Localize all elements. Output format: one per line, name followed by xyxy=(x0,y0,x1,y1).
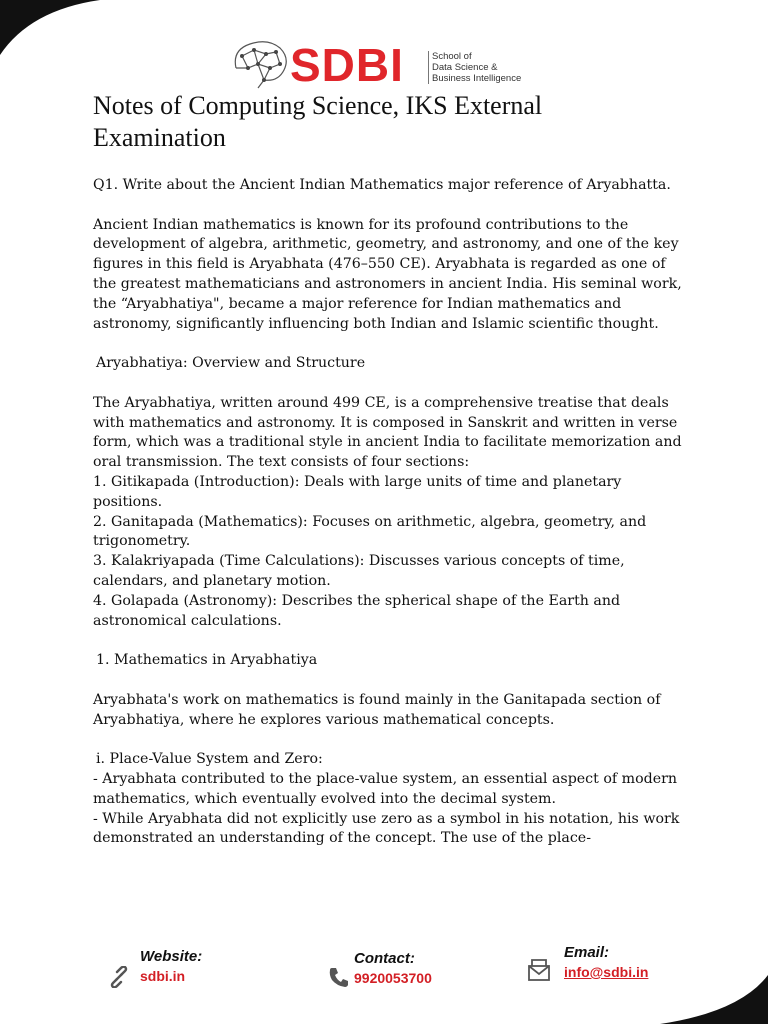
math-paragraph: Aryabhata's work on mathematics is found mainly in the Ganitapada section of Aryabhatiya, where he explores various mathematical concepts. xyxy=(93,691,661,728)
brain-network-icon xyxy=(228,38,292,92)
section-heading: Aryabhatiya: Overview and Structure xyxy=(96,355,366,372)
link-icon xyxy=(108,966,130,988)
contact-phone[interactable]: 9920053700 xyxy=(354,970,432,986)
page-footer xyxy=(0,940,768,1000)
question-text: Q1. Write about the Ancient Indian Mathematics major reference of Aryabhatta. xyxy=(93,177,671,193)
document-body xyxy=(93,176,683,849)
email-icon xyxy=(527,958,551,982)
bullet-item: - Aryabhata contributed to the place-value system, an essential aspect of modern mathematics, which eventually evolved into the decimal system. xyxy=(93,770,678,807)
logo-subtitle xyxy=(428,51,521,84)
email-label: Email: xyxy=(564,944,610,961)
logo-subtitle-line: Business Intelligence xyxy=(432,73,522,84)
overview-paragraph: The Aryabhatiya, written around 499 CE, is a comprehensive treatise that deals with mathematics and astronomy. It is composed in Sanskrit and written in verse form, which was a traditional style in ancient India to facilitate memorization and oral transmission. The text consists of four sections: xyxy=(93,394,682,471)
list-item: 1. Gitikapada (Introduction): Deals with large units of time and planetary positions. xyxy=(93,473,622,510)
subsection-heading: i. Place-Value System and Zero: xyxy=(96,751,323,768)
email-link[interactable]: info@sdbi.in xyxy=(564,964,649,980)
intro-paragraph: Ancient Indian mathematics is known for its profound contributions to the development of algebra, arithmetic, geometry, and astronomy, and one of the key figures in this field is Aryabhata (476–550 CE). Aryabhata is regarded as one of the greatest mathematicians and astronomers in ancient India. His seminal work, the “Aryabhatiya", became a major reference for Indian mathematics and astronomy, significantly influencing both Indian and Islamic scientific thought. xyxy=(93,216,682,332)
website-label: Website: xyxy=(140,948,203,965)
contact-label: Contact: xyxy=(354,950,415,967)
logo-wordmark: SDBI xyxy=(290,39,404,91)
phone-icon xyxy=(328,966,350,988)
section-heading: 1. Mathematics in Aryabhatiya xyxy=(96,652,318,669)
page-title: Notes of Computing Science, IKS External Examination xyxy=(93,91,543,152)
website-link[interactable]: sdbi.in xyxy=(140,968,186,984)
list-item: 2. Ganitapada (Mathematics): Focuses on arithmetic, algebra, geometry, and trigonometry. xyxy=(93,513,647,550)
bullet-item: - While Aryabhata did not explicitly use zero as a symbol in his notation, his work demonstrated an understanding of the concept. The use of the place- xyxy=(93,810,680,847)
list-item: 4. Golapada (Astronomy): Describes the spherical shape of the Earth and astronomical calculations. xyxy=(93,592,621,629)
list-item: 3. Kalakriyapada (Time Calculations): Discusses various concepts of time, calendars, and planetary motion. xyxy=(93,553,625,589)
sdbi-logo xyxy=(228,36,548,94)
logo-subtitle-line: School of xyxy=(432,51,472,62)
logo-subtitle-line: Data Science & xyxy=(432,62,498,73)
